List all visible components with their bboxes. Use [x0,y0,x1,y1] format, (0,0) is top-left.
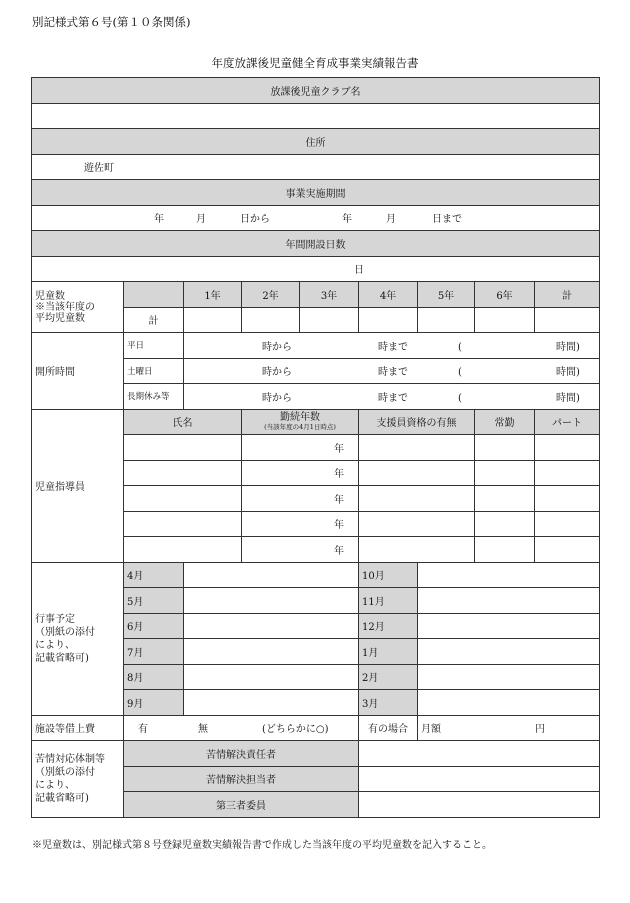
period-label: 事業実施期間 [32,180,600,206]
grade-2-count[interactable] [242,307,300,333]
address-field[interactable]: 遊佐町 [32,154,600,180]
rent-yes-option[interactable]: 有 [138,724,148,736]
document-title: 年度放課後児童健全育成事業実績報告書 [211,56,419,70]
grade-5-header: 5年 [418,282,475,308]
event-month-label: 1月 [359,639,418,665]
event-field[interactable] [418,639,600,665]
hours-weekday-field[interactable]: 時から 時まで ( 時間) [184,333,600,359]
staff-years-field[interactable]: 年 [242,486,359,512]
staff-qualification-field[interactable] [359,486,475,512]
grade-2-header: 2年 [242,282,300,308]
staff-label: 児童指導員 [32,409,124,562]
hours-saturday-field[interactable]: 時から 時まで ( 時間) [184,358,600,384]
event-field[interactable] [418,588,600,614]
period-end-year: 年 [342,214,352,226]
staff-fulltime-field[interactable] [475,435,535,461]
complaint-label: 苦情対応体制等 （別紙の添付 により、 記載省略可) [32,741,124,818]
staff-years-field[interactable]: 年 [242,460,359,486]
rent-if-yes-label: 有の場合 [359,715,418,741]
staff-name-field[interactable] [124,511,242,537]
period-start-month: 月 [196,214,206,226]
children-count-label: 児童数 ※当該年度の 平均児童数 [32,282,124,333]
third-party-field[interactable] [359,792,600,818]
hours-type-weekday: 平日 [124,333,184,359]
event-field[interactable] [418,562,600,588]
period-start-day: 日から [240,214,270,226]
staff-name-field[interactable] [124,537,242,563]
staff-parttime-field[interactable] [535,435,600,461]
hours-type-holiday: 長期休み等 [124,384,184,410]
grade-6-header: 6年 [475,282,535,308]
third-party-label: 第三者委員 [124,792,359,818]
period-start-year: 年 [154,214,164,226]
event-month-label: 5月 [124,588,184,614]
staff-name-field[interactable] [124,460,242,486]
staff-fulltime-field[interactable] [475,460,535,486]
staff-parttime-header: パート [535,409,600,435]
complaint-responsible-label: 苦情解決責任者 [124,741,359,767]
opening-hours-label: 開所時間 [32,333,124,410]
grade-4-count[interactable] [359,307,418,333]
staff-years-field[interactable]: 年 [242,537,359,563]
event-month-label: 7月 [124,639,184,665]
staff-qualification-field[interactable] [359,511,475,537]
children-grade-corner [124,282,184,308]
staff-fulltime-header: 常勤 [475,409,535,435]
event-month-label: 2月 [359,664,418,690]
staff-fulltime-field[interactable] [475,486,535,512]
event-month-label: 6月 [124,613,184,639]
period-field[interactable] [32,205,600,231]
rent-label: 施設等借上費 [32,715,124,741]
staff-qualification-field[interactable] [359,435,475,461]
club-name-label: 放課後児童クラブ名 [32,78,600,104]
event-month-label: 3月 [359,690,418,716]
complaint-officer-field[interactable] [359,766,600,792]
event-field[interactable] [184,664,359,690]
open-days-label: 年間開設日数 [32,231,600,257]
events-label: 行事予定 （別紙の添付 により、 記載省略可) [32,562,124,715]
rent-note: (どちらかに○) [262,724,329,736]
rent-no-option[interactable]: 無 [198,724,208,736]
hours-type-saturday: 土曜日 [124,358,184,384]
form-number: 別記様式第６号(第１０条関係) [32,15,191,29]
complaint-responsible-field[interactable] [359,741,600,767]
rent-choice-field[interactable] [124,715,359,741]
event-month-label: 12月 [359,613,418,639]
grade-5-count[interactable] [418,307,475,333]
event-month-label: 8月 [124,664,184,690]
grade-total-header: 計 [535,282,600,308]
club-name-field[interactable] [32,103,600,129]
staff-qualification-field[interactable] [359,460,475,486]
event-field[interactable] [184,613,359,639]
staff-name-field[interactable] [124,486,242,512]
report-form [31,77,600,818]
grade-1-header: 1年 [184,282,242,308]
staff-parttime-field[interactable] [535,460,600,486]
children-total-label: 計 [124,307,184,333]
event-field[interactable] [418,664,600,690]
event-month-label: 9月 [124,690,184,716]
event-field[interactable] [184,690,359,716]
staff-parttime-field[interactable] [535,511,600,537]
address-label: 住所 [32,129,600,155]
staff-name-field[interactable] [124,435,242,461]
hours-holiday-field[interactable]: 時から 時まで ( 時間) [184,384,600,410]
period-end-month: 月 [386,214,396,226]
event-field[interactable] [418,613,600,639]
grade-3-count[interactable] [300,307,359,333]
staff-parttime-field[interactable] [535,537,600,563]
event-field[interactable] [184,562,359,588]
staff-parttime-field[interactable] [535,486,600,512]
grade-6-count[interactable] [475,307,535,333]
grade-4-header: 4年 [359,282,418,308]
rent-amount-field[interactable]: 月額 円 [418,715,600,741]
open-days-field[interactable]: 日 [32,256,600,282]
grade-total-count[interactable] [535,307,600,333]
staff-fulltime-field[interactable] [475,511,535,537]
event-field[interactable] [184,588,359,614]
event-field[interactable] [418,690,600,716]
event-month-label: 4月 [124,562,184,588]
grade-3-header: 3年 [300,282,359,308]
staff-years-field[interactable]: 年 [242,511,359,537]
event-month-label: 11月 [359,588,418,614]
complaint-officer-label: 苦情解決担当者 [124,766,359,792]
period-end-day: 日まで [432,214,462,226]
event-month-label: 10月 [359,562,418,588]
staff-years-header: 勤続年数 (当該年度の4月1日時点) [242,409,359,435]
staff-fulltime-field[interactable] [475,537,535,563]
event-field[interactable] [184,639,359,665]
grade-1-count[interactable] [184,307,242,333]
staff-years-field[interactable]: 年 [242,435,359,461]
footnote: ※児童数は、別記様式第８号登録児童数実績報告書で作成した当該年度の平均児童数を記入すること。 [32,840,492,851]
staff-qualification-field[interactable] [359,537,475,563]
staff-qualification-header: 支援員資格の有無 [359,409,475,435]
staff-name-header: 氏名 [124,409,242,435]
